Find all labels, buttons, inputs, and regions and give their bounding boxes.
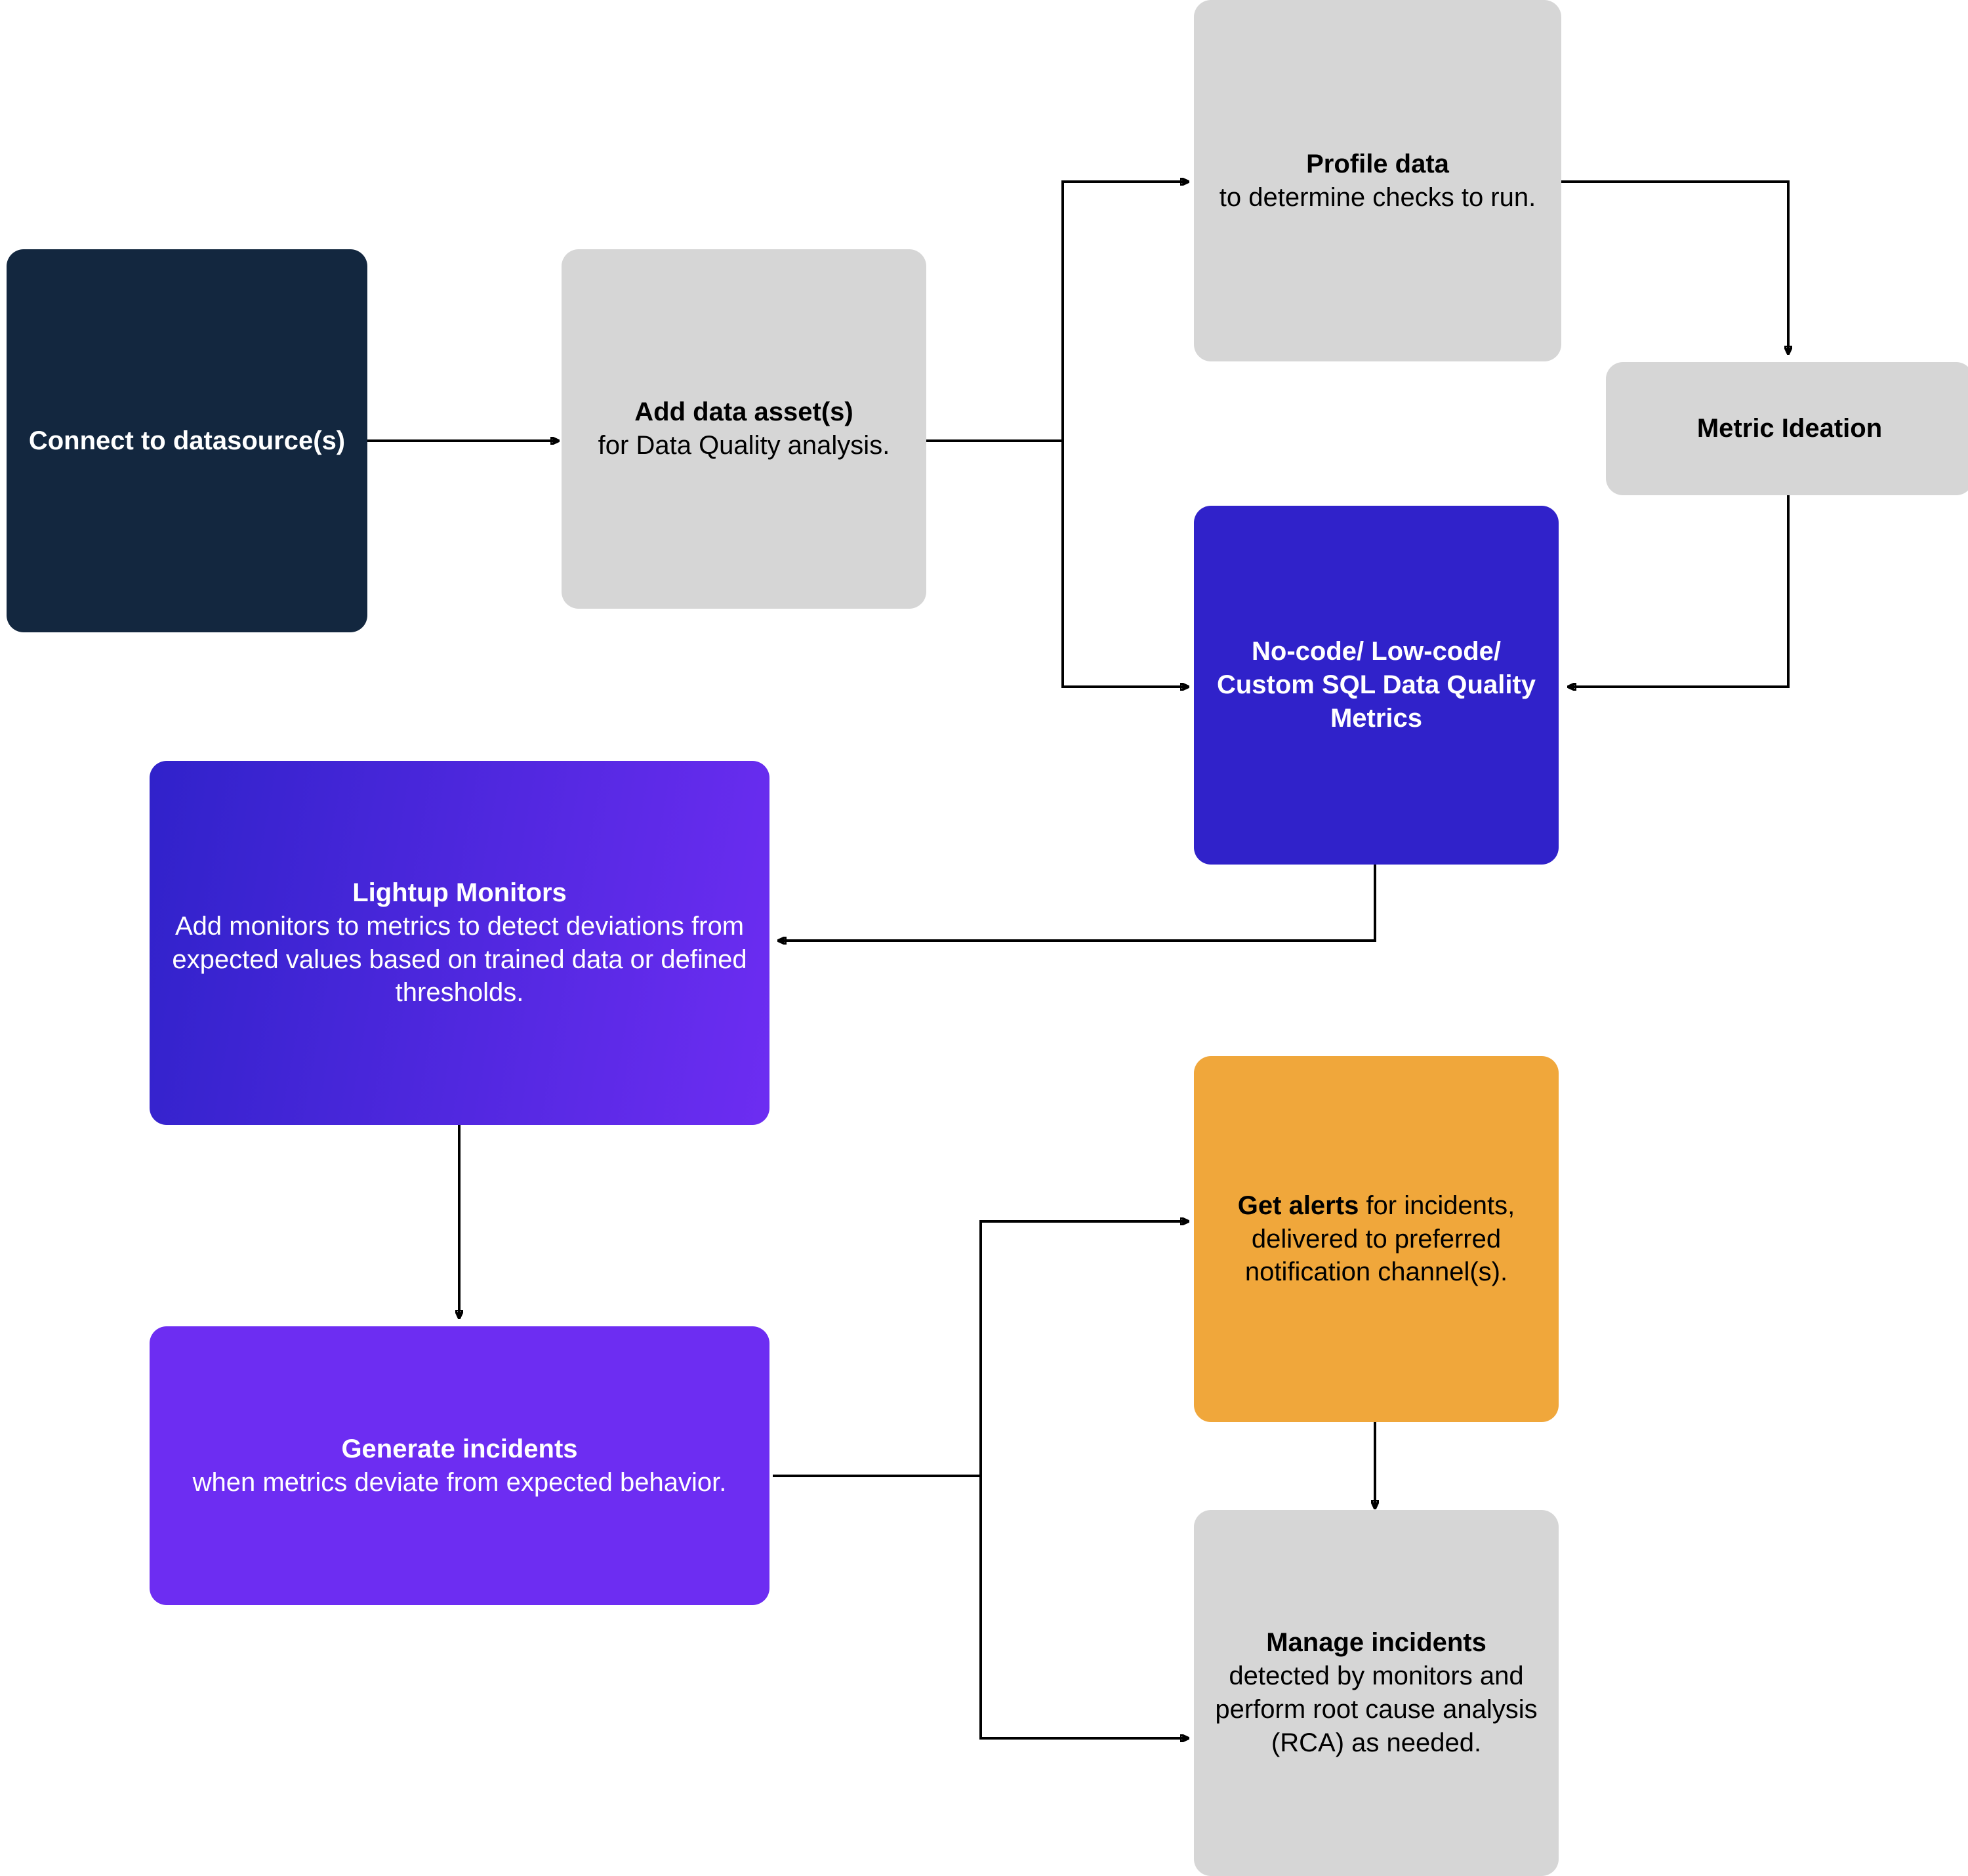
node-connect-title: Connect to datasource(s) [28,426,346,455]
edge-ideation-to-metrics [1568,495,1788,687]
node-lightup-monitors-title: Lightup Monitors [352,878,567,907]
node-manage-incidents-title: Manage incidents [1266,1628,1486,1658]
node-get-alerts-title: Get alerts [1237,1191,1359,1220]
edge-metrics-to-monitors [778,865,1375,941]
edge-profile-to-ideation [1561,182,1788,354]
node-generate-incidents[interactable] [150,1326,769,1605]
node-lightup-monitors[interactable] [150,761,769,1125]
node-add-data-asset[interactable] [562,249,926,609]
node-add-asset-title: Add data asset(s) [634,398,853,427]
node-get-alerts-text [1210,1189,1543,1289]
node-profile-data[interactable] [1194,0,1561,361]
node-generate-incidents-title: Generate incidents [341,1434,578,1463]
edge-addasset-to-profile [926,182,1189,441]
node-profile-body: to determine checks to run. [1219,182,1536,212]
node-profile-title: Profile data [1306,149,1449,178]
node-manage-incidents-body: detected by monitors and perform root cause analysis (RCA) as needed. [1215,1662,1538,1757]
edge-incidents-to-alerts [773,1221,1189,1476]
node-dq-metrics-text [1210,635,1543,735]
node-add-asset-body: for Data Quality analysis. [598,431,890,460]
node-metric-ideation[interactable] [1606,362,1968,495]
node-profile-text [1210,148,1546,214]
node-metric-ideation-text [1622,412,1958,445]
node-lightup-monitors-text [165,876,754,1009]
node-add-asset-text [577,396,911,462]
node-manage-incidents[interactable] [1194,1510,1559,1876]
node-get-alerts-body: for incidents, delivered to preferred notification channel(s). [1244,1191,1515,1287]
node-dq-metrics[interactable] [1194,506,1559,865]
node-get-alerts[interactable] [1194,1056,1559,1422]
node-connect-to-datasource[interactable] [7,249,367,632]
node-connect-text [22,424,352,458]
node-metric-ideation-title: Metric Ideation [1696,414,1883,443]
node-generate-incidents-body: when metrics deviate from expected behavior. [192,1467,727,1497]
edge-addasset-to-metrics [1063,441,1189,687]
edge-incidents-to-manage [981,1476,1189,1738]
node-lightup-monitors-body: Add monitors to metrics to detect deviations from expected values based on trained data or defined thresholds. [172,911,747,1008]
node-manage-incidents-text [1210,1626,1543,1759]
node-generate-incidents-text [165,1433,754,1499]
node-dq-metrics-title: No-code/ Low-code/ Custom SQL Data Quality Metrics [1216,637,1536,733]
